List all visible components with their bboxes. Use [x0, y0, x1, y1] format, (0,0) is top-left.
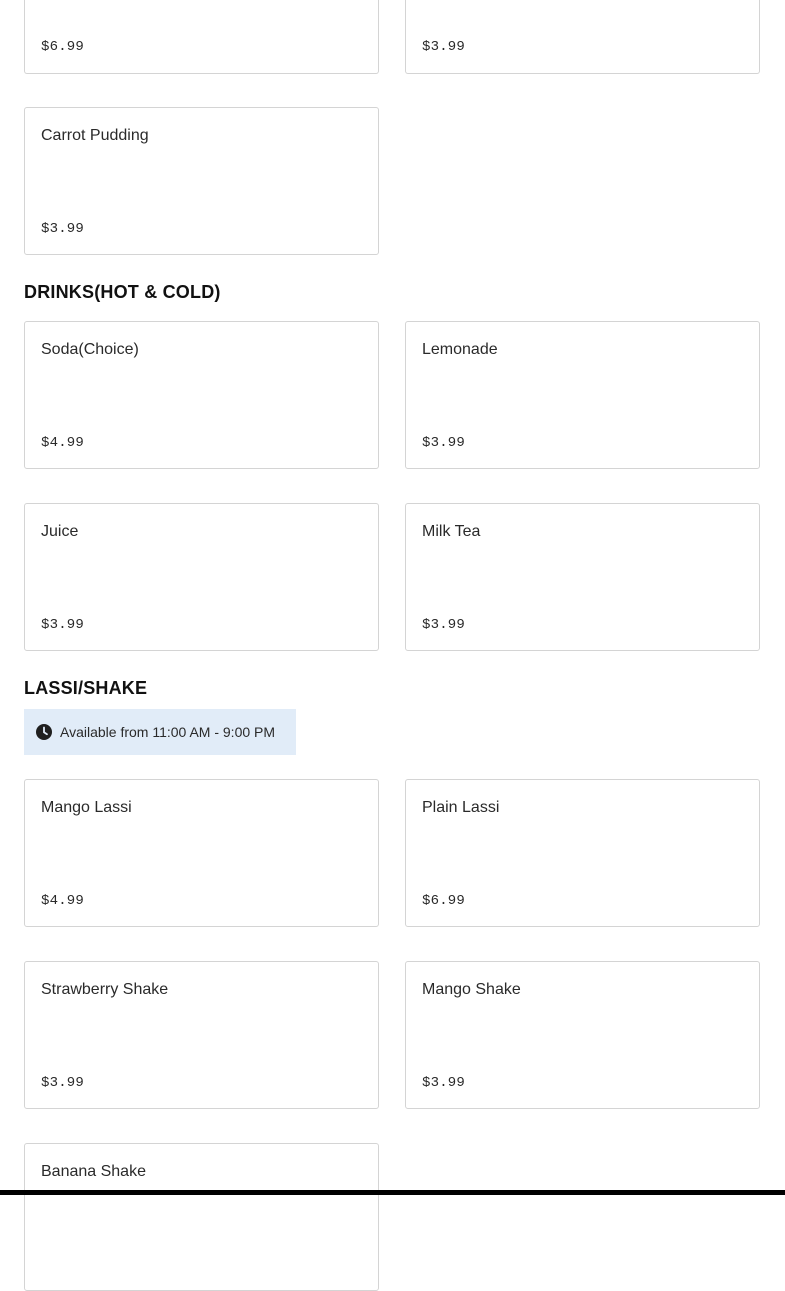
menu-item-card[interactable]	[405, 503, 760, 651]
menu-item-card[interactable]	[405, 0, 760, 74]
clock-icon	[36, 724, 52, 740]
item-price: $6.99	[41, 39, 85, 55]
menu-item-card[interactable]	[405, 779, 760, 927]
item-name: Milk Tea	[422, 523, 481, 540]
menu-item-card[interactable]	[24, 779, 379, 927]
menu-item-card[interactable]	[24, 0, 379, 74]
item-name: Carrot Pudding	[41, 127, 149, 144]
item-price: $4.99	[41, 435, 85, 451]
item-price: $3.99	[41, 617, 85, 633]
bottom-edge-bar	[0, 1190, 785, 1195]
menu-item-card[interactable]	[405, 961, 760, 1109]
item-name: Juice	[41, 523, 79, 540]
menu-item-card[interactable]	[24, 107, 379, 255]
item-name: Soda(Choice)	[41, 341, 139, 358]
section-title-drinks: DRINKS(HOT & COLD)	[24, 282, 221, 302]
menu-item-card[interactable]	[24, 961, 379, 1109]
item-name: Lemonade	[422, 341, 498, 358]
menu-item-card[interactable]	[24, 503, 379, 651]
availability-banner	[24, 709, 296, 755]
item-price: $3.99	[422, 435, 466, 451]
item-name: Plain Lassi	[422, 799, 500, 816]
item-price: $3.99	[422, 39, 466, 55]
availability-text: Available from 11:00 AM - 9:00 PM	[60, 724, 276, 740]
section-title-lassi-shake: LASSI/SHAKE	[24, 678, 148, 698]
item-name: Mango Lassi	[41, 799, 132, 816]
item-price: $3.99	[422, 1075, 466, 1091]
item-price: $3.99	[41, 1075, 85, 1091]
menu-item-card[interactable]	[24, 321, 379, 469]
item-price: $4.99	[41, 893, 85, 909]
item-name: Strawberry Shake	[41, 981, 169, 998]
item-name: Banana Shake	[41, 1163, 146, 1180]
item-price: $3.99	[422, 617, 466, 633]
item-name: Mango Shake	[422, 981, 521, 998]
item-price: $3.99	[41, 221, 85, 237]
menu-item-card[interactable]	[405, 321, 760, 469]
menu-item-card[interactable]	[24, 1143, 379, 1291]
item-price: $6.99	[422, 893, 466, 909]
